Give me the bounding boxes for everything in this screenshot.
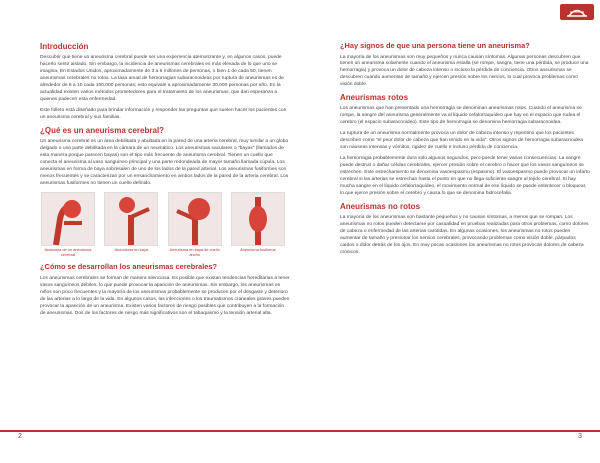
- figure-caption: Aneurisma en baya de cuello ancho: [169, 246, 220, 257]
- fusiform-illustration: [231, 192, 285, 246]
- how-develop-heading: ¿Cómo se desarrollan los aneurismas cerebrales?: [40, 262, 218, 272]
- what-is-paragraph: Un aneurisma cerebral es un área debilitada y abultada en la pared de una arteria cerebral, muy similar a un globo delgado o una parte debilitada en la cámara de un neumático. Los aneurismas saculares o "bayas" (llamados de esta manera porque parecen bayas) son el tipo más frecuente de aneurisma cerebral. Tienen un cuello que conecta el aneurisma al vaso sanguíneo principal y una parte redondeada de mayor tamaño llamada cúpula. Los aneurismas en forma de baya sobresalen de uno de los lados de la pared arterial. Los aneurismas fusiformes son menos frecuentes y se caracterizan por un ensanchamiento en ambos lados de la pared de la arteria cerebral. Los aneurismas fusiformes no tienen un cuello definido.: [40, 138, 289, 186]
- figure-caption: Aneurisma en baya: [114, 246, 149, 252]
- figure-anatomy: [40, 192, 96, 258]
- intro-heading: Introducción: [40, 42, 89, 51]
- signs-paragraph: La mayoría de los aneurismas son muy pequeños y nunca causan síntomas. Algunas personas descubren que tienen un aneurisma solamente cuando el aneurisma estalla (se rompe, sangra, tiene una pérdida, se produce una hemorragia) y provoca un dolor de cabeza intenso o incluso la pérdida de conciencia. Otros aneurismas se descubren cuando aumentan de tamaño y ejercen presión sobre los nervios, lo cual provoca problemas como visión doble.: [340, 54, 589, 88]
- right-column: [340, 42, 590, 261]
- figure-caption: Aneurisma fusiforme: [240, 246, 276, 252]
- ruptured-paragraph-2: La ruptura de un aneurisma normalmente provoca un dolor de cabeza intenso y repentino que los pacientes describen como "el peor dolor de cabeza que han tenido en la vida". Otros signos de hemorragia subaracnoidea son náuseas intensas y vómitos, rigidez de cuello e incluso pérdida de conciencia.: [340, 131, 583, 151]
- wide-neck-illustration: [168, 192, 222, 246]
- figure-caption: Anatomía de un aneurisma cerebral: [44, 246, 92, 257]
- figure-berry: [103, 192, 159, 258]
- intro-paragraph-1: Descubrir que tiene un aneurisma cerebral puede ser una experiencia atemorizante y, en algunos casos, puede hacerlo sentir aislado. Sin embargo, la incidencia de aneurismas cerebrales es más elevada de lo que uno se imagina. En Estados Unidos, aproximadamente de 3 a 6 millones de personas, o bien 1 de cada 50, tienen aneurismas cerebrales no rotos. La tasa anual de hemorragias subaracnoideas por ruptura de aneurismas es de alrededor de 8 a 10 cada 100.000 personas; esto equivale a aproximadamente 30.000 personas por año. En la actualidad existen varios métodos prometedores para el tratamiento de los aneurismas, que dan esperanza a quienes padecen esta enfermedad.: [40, 55, 284, 102]
- ruptured-paragraph-3: La hemorragia probablemente dura solo algunos segundos, pero puede tener varias consecuencias. La sangre puede destruir o dañar células cerebrales, ejercer presión sobre el cerebro o hacer que los vasos sanguíneos se estrechen. Este estrechamiento se denomina vasoespasmo (espasmo). El vasoespasmo puede provocar un infarto cerebral si las arterias se estrechan hasta el punto en que no llega suficiente sangre al tejido cerebral. Si hay mucha sangre en el líquido cefalorraquídeo, el movimiento normal de ese líquido se puede enlentecer o bloquear, lo que ejerce presión sobre el cerebro y causa lo que se denomina hidrocefalia.: [340, 156, 590, 196]
- signs-heading: ¿Hay signos de que una persona tiene un aneurisma?: [340, 41, 530, 50]
- anatomy-illustration: [41, 192, 95, 246]
- header-band: [300, 5, 558, 17]
- page-number-right: 3: [578, 433, 582, 440]
- how-develop-paragraph: Los aneurismas cerebrales se forman de manera silenciosa. Es posible que existan tendencias hereditarias a tener vasos sanguíneos débiles, lo que puede provocar la aparición de aneurismas. Sin embargo, los aneurismas en niños son poco frecuentes y la mayoría de los aneurismas probablemente se producen por el desgaste y deterioro de las arterias a lo largo de la vida. En algunos casos, las infecciones o los traumatismos craneales graves pueden provocar la aparición de un aneurisma. Existen varios factores de riesgo posibles que contribuyen a la formación de aneurismas. Dos de los factores de riesgo más significativos son el tabaquismo y la tensión arterial alta.: [40, 275, 290, 316]
- left-column: [40, 42, 290, 322]
- aneurysm-figures: [40, 192, 286, 258]
- unruptured-heading: Aneurismas no rotos: [340, 201, 421, 211]
- footer-divider: [0, 430, 600, 432]
- figure-wide-neck: [167, 192, 223, 258]
- intro-paragraph-2: Este folleto está diseñado para brindar información y responder las preguntas que suelen hacer los pacientes con un aneurisma cerebral y sus familias.: [40, 107, 287, 120]
- figure-fusiform: [230, 192, 286, 258]
- what-is-heading: ¿Qué es un aneurisma cerebral?: [40, 125, 165, 135]
- page-number-left: 2: [18, 433, 22, 440]
- ruptured-paragraph-1: Los aneurismas que han presentado una hemorragia se denominan aneurismas rotos. Cuando el aneurisma se rompe, la sangre del aneurisma generalmente va al líquido cefalorraquídeo que hay en el espacio que rodea el cerebro (el espacio subaracnoideo). Este tipo de hemorragia se denomina hemorragia subaracnoidea.: [340, 106, 582, 126]
- header-bar: [0, 0, 600, 22]
- berry-illustration: [104, 192, 158, 246]
- organization-logo: [560, 4, 594, 20]
- ruptured-heading: Aneurismas rotos: [340, 93, 409, 103]
- unruptured-paragraph: La mayoría de los aneurismas son bastante pequeños y no causan síntomas, a menos que se rompan. Los aneurismas no rotos pueden detectarse por casualidad en pruebas realizadas para otros problemas, como dolores de cabeza o enfermedad de las arterias carótidas. En algunas ocasiones, los aneurismas no rotos pueden aumentar de tamaño y presionar los nervios cerebrales, provocando problemas como visión doble, párpados caídos o dolor detrás de los ojos. En muy pocas ocasiones los aneurismas no rotos provocan dolores de cabeza crónicos.: [340, 215, 589, 255]
